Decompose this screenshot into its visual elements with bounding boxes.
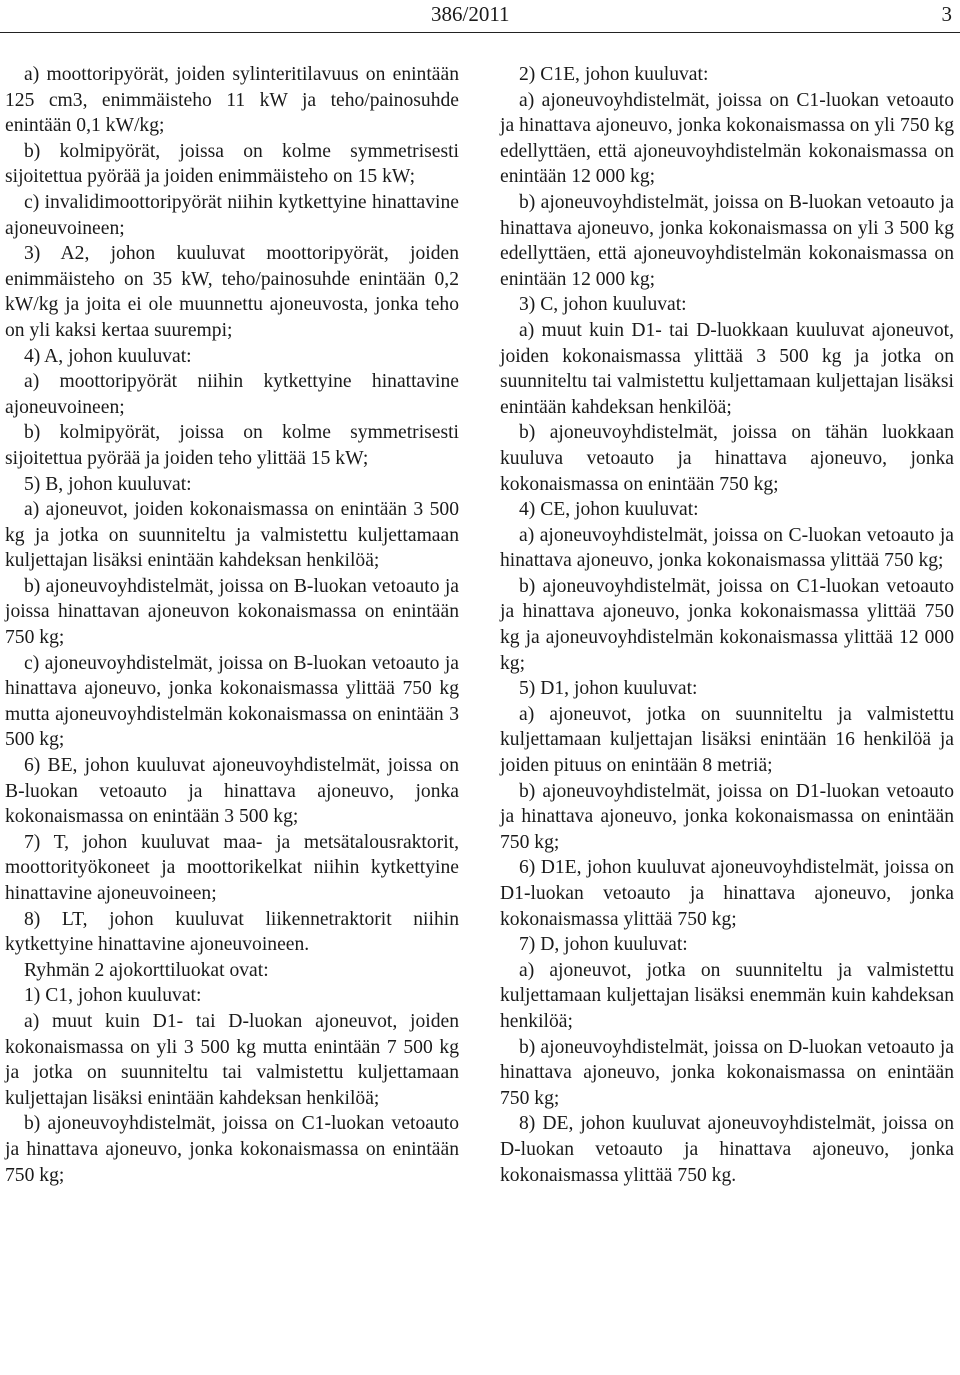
paragraph: a) ajoneuvoyhdistelmät, joissa on C1-luokan vetoauto ja hinattava ajoneuvo, jonka kokonaismassa on yli 750 kg edellyttäen, että ajoneuvoyhdistelmän kokonaismassa on enintään 12 000 kg; (500, 89, 954, 188)
paragraph: 3) A2, johon kuuluvat moottoripyörät, joiden enimmäisteho on 35 kW, teho/painosuhde enintään 0,2 kW/kg ja joita ei ole muunnettu ajoneuvosta, jonka teho on yli kaksi kertaa suurempi; (5, 243, 459, 341)
paragraph: b) ajoneuvoyhdistelmät, joissa on tähän luokkaan kuuluva vetoauto ja hinattava ajoneuvo, jonka kokonaismassa on enintään 750 kg; (500, 422, 954, 495)
paragraph: c) ajoneuvoyhdistelmät, joissa on B-luokan vetoauto ja hinattava ajoneuvo, jonka kokonaismassa ylittää 750 kg mutta ajoneuvoyhdistelmän kokonaismassa on enintään 3 500 kg; (5, 652, 459, 751)
paragraph: Ryhmän 2 ajokorttiluokat ovat: (24, 959, 269, 981)
paragraph: a) muut kuin D1- tai D-luokan ajoneuvot, joiden kokonaismassa on yli 3 500 kg mutta enintään 7 500 kg ja jotka on suunniteltu tai valmistettu kuljettamaan kuljettajan lisäksi enintään kahdeksan henkilöä; (5, 1010, 459, 1109)
paragraph: 7) T, johon kuuluvat maa- ja metsätalousraktorit, moottorityökoneet ja moottorikelkat niihin kytkettyine hinattavine ajoneuvoineen; (5, 831, 459, 904)
paragraph: a) ajoneuvot, joiden kokonaismassa on enintään 3 500 kg ja jotka on suunniteltu ja valmistettu kuljettamaan kuljettajan lisäksi enintään kahdeksan henkilöä; (5, 499, 459, 572)
paragraph: 5) B, johon kuuluvat: (24, 473, 192, 495)
paragraph: b) ajoneuvoyhdistelmät, joissa on D1-luokan vetoauto ja hinattava ajoneuvo, jonka kokonaismassa on enintään 750 kg; (500, 780, 954, 853)
page-header (0, 2, 960, 30)
paragraph: 4) CE, johon kuuluvat: (519, 499, 699, 521)
paragraph: b) kolmipyörät, joissa on kolme symmetrisesti sijoitettua pyörää ja joiden enimmäisteho on 15 kW; (5, 140, 459, 188)
paragraph: a) ajoneuvoyhdistelmät, joissa on C-luokan vetoauto ja hinattava ajoneuvo, jonka kokonaismassa ylittää 750 kg; (500, 524, 954, 572)
paragraph: 1) C1, johon kuuluvat: (24, 985, 202, 1007)
paragraph: a) moottoripyörät niihin kytkettyine hinattavine ajoneuvoineen; (5, 371, 459, 418)
paragraph: 3) C, johon kuuluvat: (519, 294, 687, 316)
paragraph: a) ajoneuvot, jotka on suunniteltu ja valmistettu kuljettamaan kuljettajan lisäksi enemmän kuin kahdeksan henkilöä; (500, 959, 954, 1032)
paragraph: 8) DE, johon kuuluvat ajoneuvoyhdistelmät, joissa on D-luokan vetoauto ja hinattava ajoneuvo, jonka kokonaismassa ylittää 750 kg. (500, 1113, 954, 1186)
paragraph: b) ajoneuvoyhdistelmät, joissa on B-luokan vetoauto ja hinattava ajoneuvo, jonka kokonaismassa on yli 3 500 kg edellyttäen, että ajoneuvoyhdistelmän kokonaismassa on enintään 12 000 kg; (500, 191, 954, 290)
paragraph: c) invalidimoottoripyörät niihin kytkettyine hinattavine ajoneuvoineen; (5, 191, 459, 239)
paragraph: 4) A, johon kuuluvat: (24, 345, 192, 367)
paragraph: b) ajoneuvoyhdistelmät, joissa on B-luokan vetoauto ja joissa hinattavan ajoneuvon kokonaismassa on enintään 750 kg; (5, 575, 459, 649)
paragraph: a) ajoneuvot, jotka on suunniteltu ja valmistettu kuljettamaan kuljettajan lisäksi enintään 16 henkilöä ja joiden pituus on enintään 8 metriä; (500, 703, 954, 777)
paragraph: a) moottoripyörät, joiden sylinteritilavuus on enintään 125 cm3, enimmäisteho 11 kW ja teho/painosuhde enintään 0,1 kW/kg; (5, 64, 459, 137)
paragraph: 8) LT, johon kuuluvat liikennetraktorit niihin kytkettyine hinattavine ajoneuvoineen. (5, 908, 459, 956)
right-column (500, 62, 954, 1188)
left-column (5, 62, 459, 1188)
issue-number: 386/2011 (431, 2, 510, 26)
paragraph: 5) D1, johon kuuluvat: (519, 678, 698, 700)
header-rule (0, 32, 960, 33)
paragraph: 6) BE, johon kuuluvat ajoneuvoyhdistelmät, joissa on B-luokan vetoauto ja hinattava ajoneuvo, jonka kokonaismassa on enintään 3 500 kg; (5, 755, 459, 828)
paragraph: 6) D1E, johon kuuluvat ajoneuvoyhdistelmät, joissa on D1-luokan vetoauto ja hinattava ajoneuvo, jonka kokonaismassa ylittää 750 kg; (500, 857, 954, 930)
paragraph: b) kolmipyörät, joissa on kolme symmetrisesti sijoitettua pyörää ja joiden teho ylittää 15 kW; (5, 422, 459, 469)
paragraph: 2) C1E, johon kuuluvat: (519, 64, 709, 85)
paragraph: 7) D, johon kuuluvat: (519, 934, 688, 956)
paragraph: a) muut kuin D1- tai D-luokkaan kuuluvat ajoneuvot, joiden kokonaismassa ylittää 3 500 kg ja jotka on suunniteltu tai valmistettu kuljettamaan kuljettajan lisäksi enintään kahdeksan henkilöä; (500, 319, 954, 418)
page-number: 3 (941, 2, 952, 26)
paragraph: b) ajoneuvoyhdistelmät, joissa on C1-luokan vetoauto ja hinattava ajoneuvo, jonka kokonaismassa ylittää 750 kg ja ajoneuvoyhdistelmän kokonaismassa ylittää 12 000 kg; (500, 575, 954, 674)
paragraph: b) ajoneuvoyhdistelmät, joissa on D-luokan vetoauto ja hinattava ajoneuvo, jonka kokonaismassa on enintään 750 kg; (500, 1036, 954, 1109)
paragraph: b) ajoneuvoyhdistelmät, joissa on C1-luokan vetoauto ja hinattava ajoneuvo, jonka kokonaismassa on enintään 750 kg; (5, 1113, 459, 1186)
